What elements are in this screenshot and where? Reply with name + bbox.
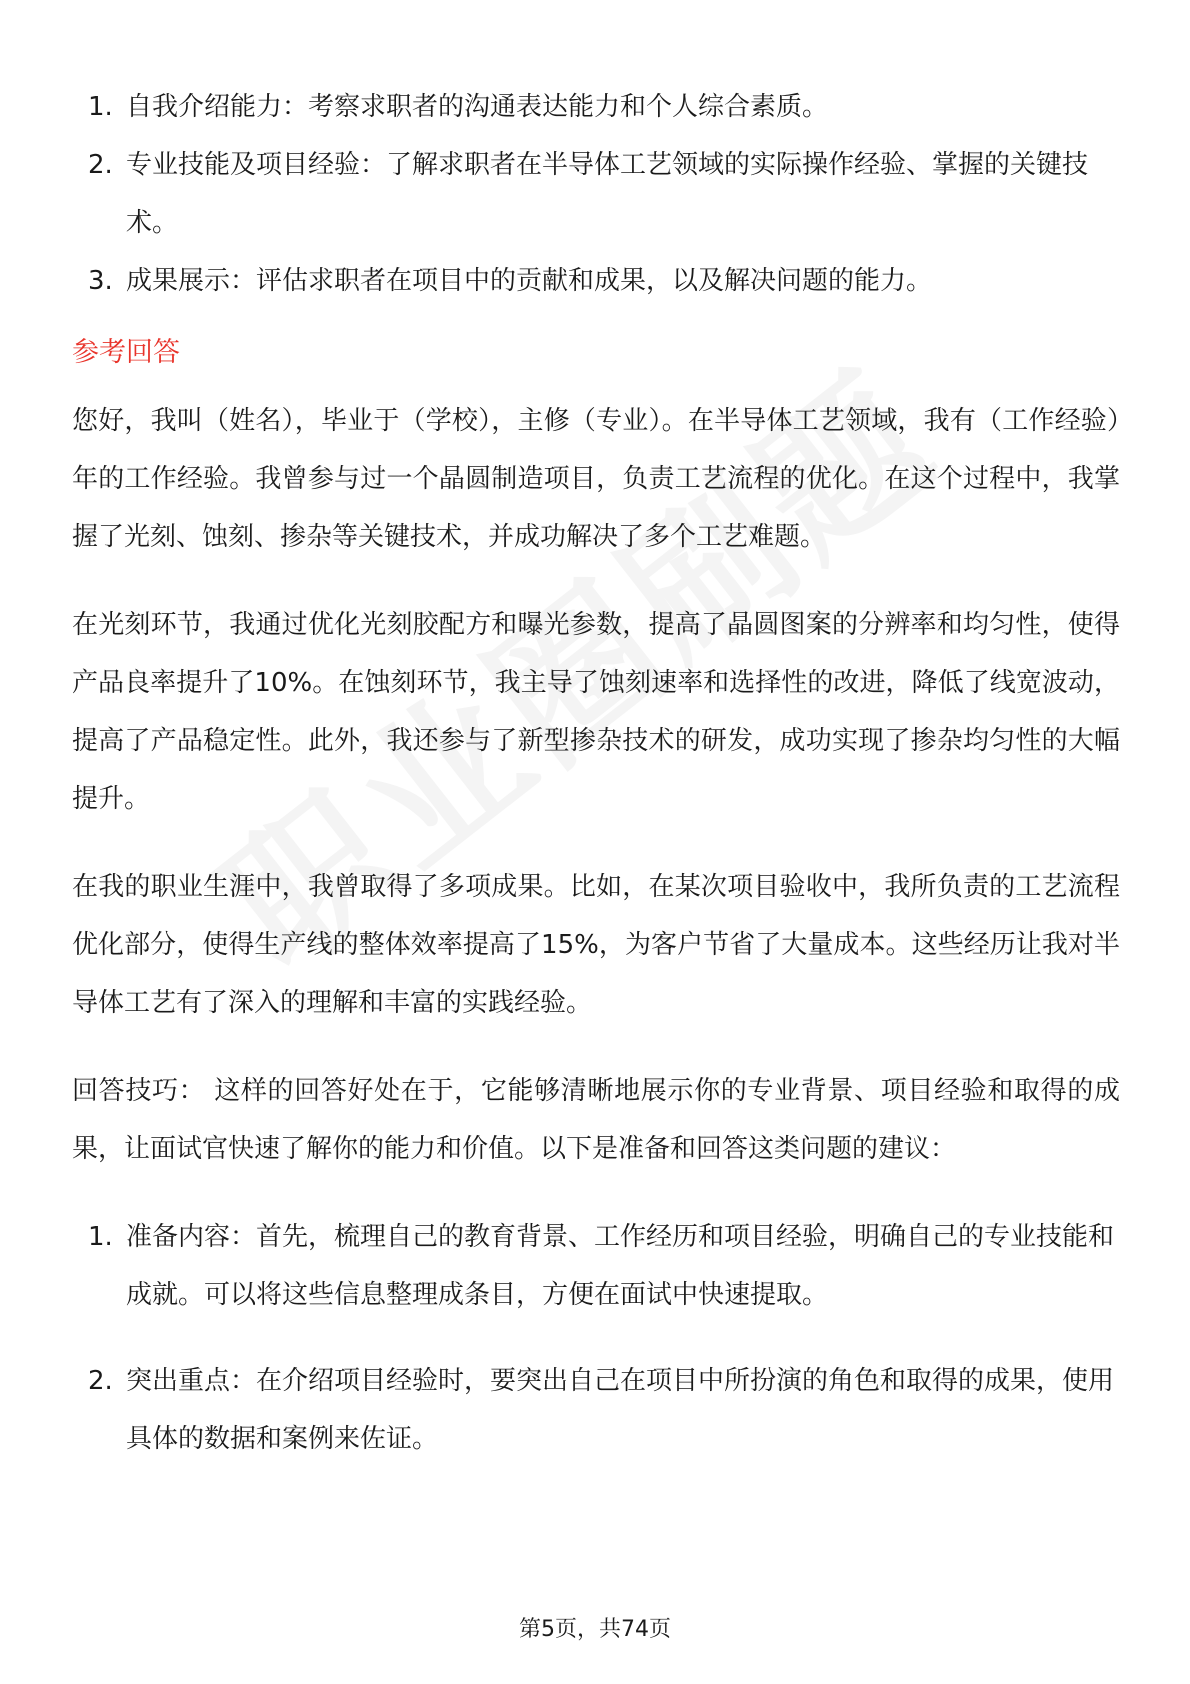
list-number: 1.: [88, 1222, 113, 1252]
page-content: [72, 78, 1120, 1496]
page-footer: 第5页，共74页: [519, 1617, 671, 1642]
list-number: 2.: [88, 1366, 113, 1396]
list-number: 1.: [88, 92, 113, 122]
list-item-text: 专业技能及项目经验：了解求职者在半导体工艺领域的实际操作经验、掌握的关键技术。: [126, 150, 1089, 238]
list-item-text: 准备内容：首先，梳理自己的教育背景、工作经历和项目经验，明确自己的专业技能和成就。可以将这些信息整理成条目，方便在面试中快速提取。: [126, 1222, 1115, 1310]
list-item: [72, 1208, 1120, 1324]
list-item-text: 突出重点：在介绍项目经验时，要突出自己在项目中所扮演的角色和取得的成果，使用具体的数据和案例来佐证。: [126, 1366, 1115, 1454]
list-number: 3.: [88, 266, 113, 296]
list-item-text: 成果展示：评估求职者在项目中的贡献和成果，以及解决问题的能力。: [126, 266, 933, 296]
answer-paragraph: 在光刻环节，我通过优化光刻胶配方和曝光参数，提高了晶圆图案的分辨率和均匀性，使得产品良率提升了10%。在蚀刻环节，我主导了蚀刻速率和选择性的改进，降低了线宽波动，提高了产品稳定性。此外，我还参与了新型掺杂技术的研发，成功实现了掺杂均匀性的大幅提升。: [72, 610, 1120, 814]
tips-paragraph: 回答技巧： 这样的回答好处在于，它能够清晰地展示你的专业背景、项目经验和取得的成果，让面试官快速了解你的能力和价值。以下是准备和回答这类问题的建议：: [72, 1076, 1120, 1164]
list-item-text: 自我介绍能力：考察求职者的沟通表达能力和个人综合素质。: [126, 92, 829, 122]
list-item: [72, 252, 1120, 310]
answer-paragraph: 在我的职业生涯中，我曾取得了多项成果。比如，在某次项目验收中，我所负责的工艺流程优化部分，使得生产线的整体效率提高了15%，为客户节省了大量成本。这些经历让我对半导体工艺有了深入的理解和丰富的实践经验。: [72, 872, 1120, 1018]
list-item: [72, 1352, 1120, 1468]
assessment-points-list: [72, 78, 1120, 310]
tips-list: [72, 1208, 1120, 1468]
answer-paragraph: 您好，我叫（姓名），毕业于（学校），主修（专业）。在半导体工艺领域，我有（工作经验）年的工作经验。我曾参与过一个晶圆制造项目，负责工艺流程的优化。在这个过程中，我掌握了光刻、蚀刻、掺杂等关键技术，并成功解决了多个工艺难题。: [72, 406, 1120, 552]
list-number: 2.: [88, 150, 113, 180]
list-item: [72, 136, 1120, 252]
list-item: [72, 78, 1120, 136]
section-title: 参考回答: [72, 337, 180, 368]
